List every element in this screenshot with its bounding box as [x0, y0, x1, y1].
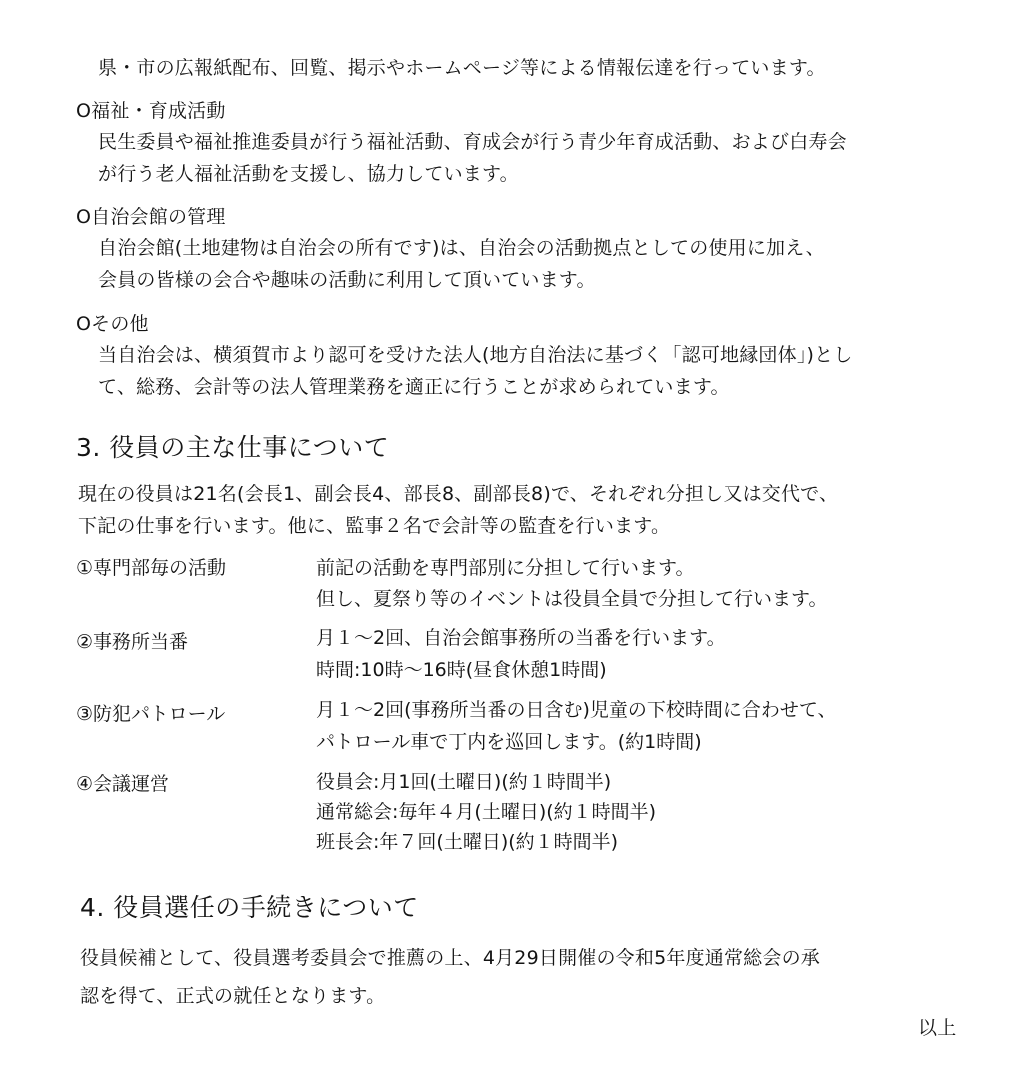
closing-mark: 以上 [918, 1017, 957, 1039]
duty-text-meetings-2: 通常総会:毎年４月(土曜日)(約１時間半) [316, 801, 657, 823]
section-3-title: 3. 役員の主な仕事について [76, 433, 390, 462]
welfare-heading: O福祉・育成活動 [76, 100, 226, 122]
duty-text-meetings-1: 役員会:月1回(土曜日)(約１時間半) [316, 771, 612, 793]
duty-label-patrol: ③防犯パトロール [76, 703, 226, 725]
section-4-title: 4. 役員選任の手続きについて [80, 893, 419, 922]
section-3-intro-1: 現在の役員は21名(会長1、副会長4、部長8、副部長8)で、それぞれ分担し又は交代で、 [78, 483, 839, 505]
welfare-line-2: が行う老人福祉活動を支援し、協力しています。 [98, 163, 519, 185]
hall-line-2: 会員の皆様の会合や趣味の活動に利用して頂いています。 [98, 269, 596, 291]
duty-text-patrol-1: 月１～2回(事務所当番の日含む)児童の下校時間に合わせて、 [316, 699, 837, 721]
duty-text-specialist-1: 前記の活動を専門部別に分担して行います。 [316, 557, 695, 579]
other-line-2: て、総務、会計等の法人管理業務を適正に行うことが求められています。 [98, 376, 730, 398]
hall-line-1: 自治会館(土地建物は自治会の所有です)は、自治会の活動拠点としての使用に加え、 [98, 237, 825, 259]
duty-label-office: ②事務所当番 [76, 631, 189, 653]
section-3-intro-2: 下記の仕事を行います。他に、監事２名で会計等の監査を行います。 [78, 515, 671, 537]
duty-text-patrol-2: パトロール車で丁内を巡回します。(約1時間) [316, 731, 702, 753]
duty-text-meetings-3: 班長会:年７回(土曜日)(約１時間半) [316, 831, 619, 853]
other-line-1: 当自治会は、横須賀市より認可を受けた法人(地方自治法に基づく「認可地縁団体」)とし [98, 344, 853, 366]
duty-label-meetings: ④会議運営 [76, 773, 170, 795]
other-heading: Oその他 [76, 313, 149, 335]
duty-text-office-1: 月１～2回、自治会館事務所の当番を行います。 [316, 627, 726, 649]
duty-label-specialist: ①専門部毎の活動 [76, 557, 227, 579]
welfare-line-1: 民生委員や福祉推進委員が行う福祉活動、育成会が行う青少年育成活動、および白寿会 [98, 131, 847, 153]
section-4-line-2: 認を得て、正式の就任となります。 [80, 985, 386, 1007]
duty-text-office-2: 時間:10時～16時(昼食休憩1時間) [316, 659, 607, 681]
duty-text-specialist-2: 但し、夏祭り等のイベントは役員全員で分担して行います。 [316, 588, 828, 610]
section-4-line-1: 役員候補として、役員選考委員会で推薦の上、4月29日開催の令和5年度通常総会の承 [80, 947, 820, 969]
intro-line: 県・市の広報紙配布、回覧、掲示やホームページ等による情報伝達を行っています。 [98, 57, 826, 79]
hall-heading: O自治会館の管理 [76, 206, 226, 228]
